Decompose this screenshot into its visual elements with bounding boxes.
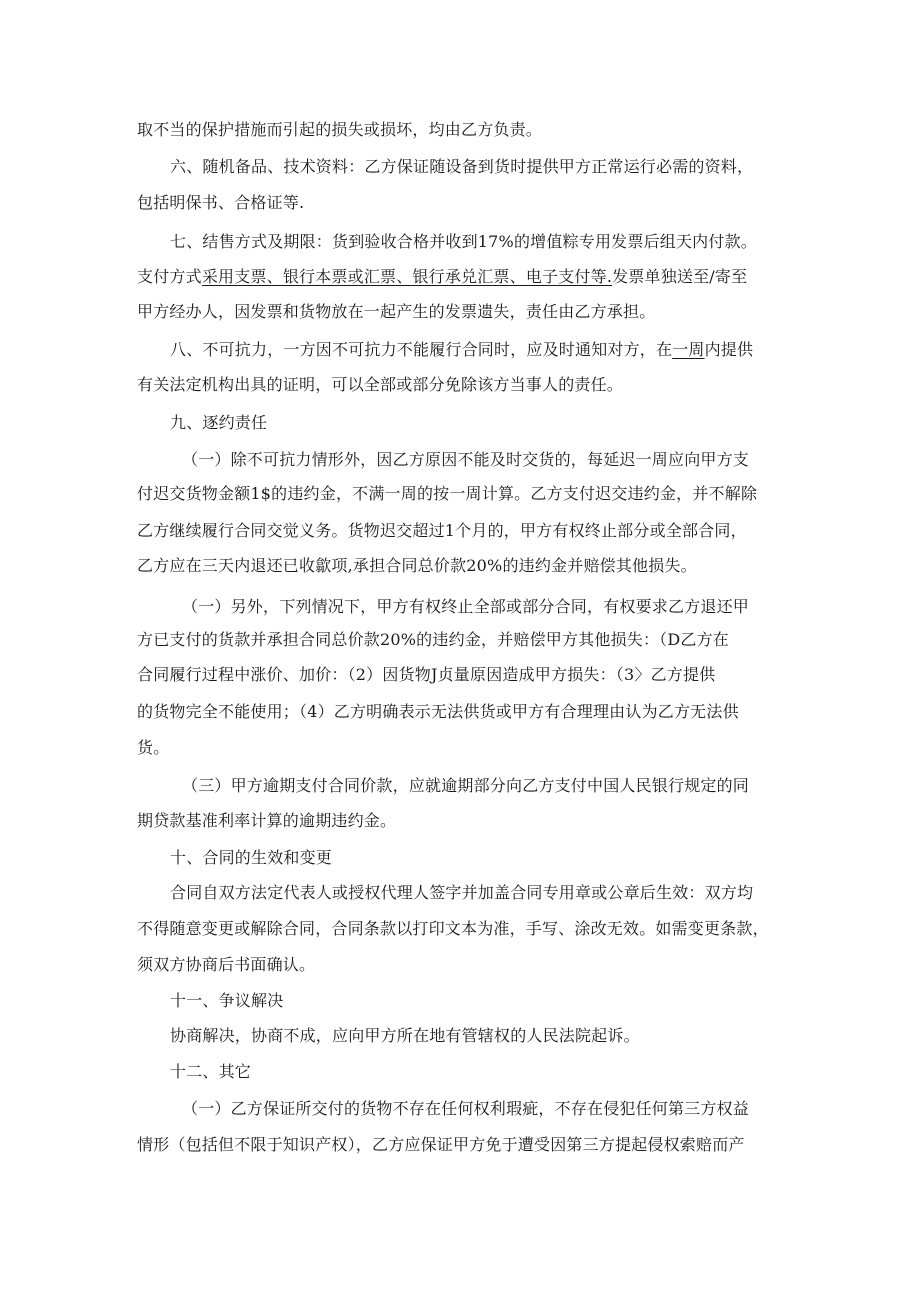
text-line: 付迟交货物金额1$的违约金，不满一周的按一周计算。乙方支付迟交违约金，并不解除 bbox=[137, 484, 758, 503]
text-line: （一）另外，下列情况下，甲方有权终止全部或部分合同，有权要求乙方退还甲 bbox=[182, 597, 750, 616]
text-line: 期贷款基准利率计算的逾期违约金。 bbox=[137, 811, 397, 830]
text-line: 的货物完全不能使用；（4）乙方明确表示无法供货或甲方有合理理由认为乙方无法供 bbox=[137, 702, 739, 721]
underlined-payment-methods: 采用支票、银行本票或汇票、银行承兑汇票、电子支付等. bbox=[201, 267, 613, 286]
text-line bbox=[170, 340, 753, 360]
text-line: （一）除不可抗力情形外，因乙方原因不能及时交货的，每延迟一周应向甲方支 bbox=[182, 450, 750, 469]
text-line: 货。 bbox=[137, 738, 170, 757]
section-heading: 十、合同的生效和变更 bbox=[170, 848, 333, 867]
text-line: 有关法定机构出具的证明，可以全部或部分免除该方当事人的责任。 bbox=[137, 375, 624, 394]
text-line bbox=[137, 267, 747, 287]
text-line: 方已支付的货款并承担合同总价款20%的违约金，并赔偿甲方其他损失：（D乙方在 bbox=[137, 630, 729, 649]
text-line: 甲方经办人，因发票和货物放在一起产生的发票遗失，责任由乙方承担。 bbox=[137, 302, 656, 321]
line-suffix: 内提供 bbox=[704, 340, 754, 359]
section-heading: 十一、争议解决 bbox=[170, 991, 284, 1010]
section-heading: 九、逐约责任 bbox=[170, 413, 268, 432]
text-line: 七、结售方式及期限：货到验收合格并收到17%的增值粽专用发票后组天内付款。 bbox=[170, 232, 757, 251]
text-line: （一）乙方保证所交付的货物不存在任何权利瑕疵，不存在侵犯任何第三方权益 bbox=[182, 1099, 750, 1118]
text-line: 合同履行过程中涨价、加价：（2）因货物J贞量原因造成甲方损失：（3〉乙方提供 bbox=[137, 665, 716, 684]
text-line: 取不当的保护措施而引起的损失或损坏，均由乙方负责。 bbox=[137, 120, 543, 139]
text-line: 须双方协商后书面确认。 bbox=[137, 955, 316, 974]
line-suffix: 发票单独送至/寄至 bbox=[612, 267, 748, 286]
text-line: 协商解决，协商不成，应向甲方所在地有管辖权的人民法院起诉。 bbox=[170, 1026, 640, 1045]
line-prefix: 八、不可抗力，一方因不可抗力不能履行合同时，应及时通知对方，在 bbox=[170, 340, 673, 359]
underlined-deadline: 一周 bbox=[672, 340, 705, 359]
text-line: 包括明保书、合格证等. bbox=[137, 193, 305, 212]
text-line: 乙方继续履行合同交觉义务。货物迟交超过1个月的，甲方有权终止部分或全部合同， bbox=[137, 521, 747, 540]
text-line: 不得随意变更或解除合同，合同条款以打印文本为准，手写、涂改无效。如需变更条款， bbox=[137, 919, 769, 938]
text-line: 情形（包括但不限于知识产权），乙方应保证甲方免于遭受因第三方提起侵权索赔而产 bbox=[137, 1135, 745, 1154]
text-line: 乙方应在三天内退还已收歙项,承担合同总价款20%的违约金并赔偿其他损失。 bbox=[137, 556, 697, 575]
line-prefix: 支付方式 bbox=[137, 267, 202, 286]
text-line: 合同自双方法定代表人或授权代理人签字并加盖合同专用章或公章后生效：双方均 bbox=[170, 883, 754, 902]
text-line: （三）甲方逾期支付合同价款，应就逾期部分向乙方支付中国人民银行规定的同 bbox=[182, 776, 750, 795]
section-heading: 十二、其它 bbox=[170, 1062, 252, 1081]
text-line: 六、随机备品、技术资料：乙方保证随设备到货时提供甲方正常运行必需的资料， bbox=[170, 157, 754, 176]
